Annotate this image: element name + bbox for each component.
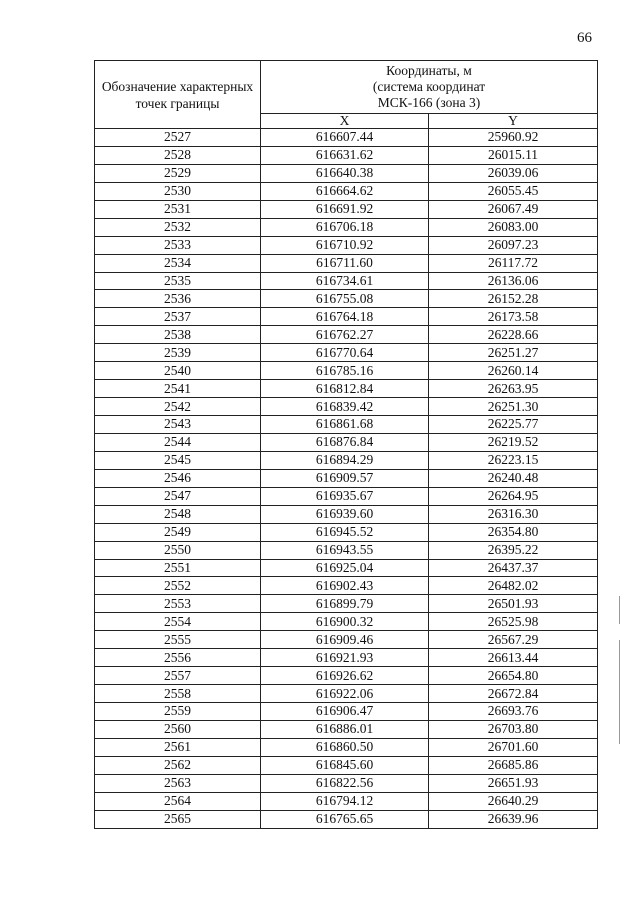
y-coordinate-cell: 26219.52 bbox=[429, 433, 598, 451]
point-id-cell: 2543 bbox=[95, 416, 261, 434]
table-row bbox=[95, 559, 598, 577]
y-coordinate-cell: 26097.23 bbox=[429, 236, 598, 254]
y-coordinate-cell: 26651.93 bbox=[429, 774, 598, 792]
x-coordinate-cell: 616734.61 bbox=[261, 272, 429, 290]
x-coordinate-cell: 616909.57 bbox=[261, 469, 429, 487]
table-row bbox=[95, 254, 598, 272]
table-row bbox=[95, 380, 598, 398]
point-id-cell: 2560 bbox=[95, 720, 261, 738]
table-row bbox=[95, 487, 598, 505]
y-coordinate-cell: 26639.96 bbox=[429, 810, 598, 828]
point-id-cell: 2550 bbox=[95, 541, 261, 559]
y-coordinate-cell: 26228.66 bbox=[429, 326, 598, 344]
y-coordinate-cell: 26263.95 bbox=[429, 380, 598, 398]
point-id-cell: 2555 bbox=[95, 631, 261, 649]
margin-mark bbox=[619, 596, 620, 624]
point-id-cell: 2534 bbox=[95, 254, 261, 272]
table-row bbox=[95, 398, 598, 416]
point-id-cell: 2554 bbox=[95, 613, 261, 631]
x-coordinate-cell: 616706.18 bbox=[261, 218, 429, 236]
designation-header-text: Обозначение характерных точек границы bbox=[101, 78, 254, 111]
y-coordinate-cell: 26225.77 bbox=[429, 416, 598, 434]
x-coordinate-cell: 616640.38 bbox=[261, 164, 429, 182]
table-row bbox=[95, 685, 598, 703]
point-id-cell: 2540 bbox=[95, 362, 261, 380]
x-coordinate-cell: 616764.18 bbox=[261, 308, 429, 326]
x-coordinate-cell: 616925.04 bbox=[261, 559, 429, 577]
point-id-cell: 2538 bbox=[95, 326, 261, 344]
x-coordinate-cell: 616785.16 bbox=[261, 362, 429, 380]
x-coordinate-cell: 616922.06 bbox=[261, 685, 429, 703]
table-row bbox=[95, 451, 598, 469]
table-body bbox=[95, 129, 598, 829]
margin-mark bbox=[619, 640, 620, 744]
point-id-cell: 2529 bbox=[95, 164, 261, 182]
point-id-cell: 2533 bbox=[95, 236, 261, 254]
y-coordinate-cell: 26015.11 bbox=[429, 146, 598, 164]
y-coordinate-cell: 26567.29 bbox=[429, 631, 598, 649]
x-coordinate-cell: 616943.55 bbox=[261, 541, 429, 559]
point-id-cell: 2565 bbox=[95, 810, 261, 828]
point-id-cell: 2537 bbox=[95, 308, 261, 326]
y-coordinate-cell: 26251.30 bbox=[429, 398, 598, 416]
point-id-cell: 2527 bbox=[95, 129, 261, 147]
point-id-cell: 2559 bbox=[95, 703, 261, 721]
table-row bbox=[95, 631, 598, 649]
x-coordinate-cell: 616926.62 bbox=[261, 667, 429, 685]
x-coordinate-cell: 616909.46 bbox=[261, 631, 429, 649]
coordinates-table bbox=[94, 60, 598, 829]
x-coordinate-cell: 616939.60 bbox=[261, 505, 429, 523]
x-coordinate-cell: 616664.62 bbox=[261, 182, 429, 200]
x-coordinate-cell: 616691.92 bbox=[261, 200, 429, 218]
table-row bbox=[95, 774, 598, 792]
x-coordinate-cell: 616710.92 bbox=[261, 236, 429, 254]
y-coordinate-cell: 26251.27 bbox=[429, 344, 598, 362]
y-coordinate-cell: 26152.28 bbox=[429, 290, 598, 308]
table-row bbox=[95, 362, 598, 380]
point-id-cell: 2545 bbox=[95, 451, 261, 469]
y-coordinate-cell: 26613.44 bbox=[429, 649, 598, 667]
table-row bbox=[95, 146, 598, 164]
x-coordinate-cell: 616902.43 bbox=[261, 577, 429, 595]
y-coordinate-cell: 26525.98 bbox=[429, 613, 598, 631]
point-id-cell: 2557 bbox=[95, 667, 261, 685]
table-row bbox=[95, 756, 598, 774]
table-row bbox=[95, 164, 598, 182]
table-row bbox=[95, 703, 598, 721]
y-coordinate-cell: 26055.45 bbox=[429, 182, 598, 200]
y-coordinate-cell: 26501.93 bbox=[429, 595, 598, 613]
coordinates-header-line1: Координаты, м bbox=[386, 63, 472, 78]
table-row bbox=[95, 469, 598, 487]
x-coordinate-cell: 616839.42 bbox=[261, 398, 429, 416]
x-coordinate-cell: 616921.93 bbox=[261, 649, 429, 667]
x-coordinate-cell: 616822.56 bbox=[261, 774, 429, 792]
point-id-cell: 2548 bbox=[95, 505, 261, 523]
x-coordinate-cell: 616770.64 bbox=[261, 344, 429, 362]
point-id-cell: 2551 bbox=[95, 559, 261, 577]
coordinates-header-line2: (система координат bbox=[372, 79, 486, 94]
table-row bbox=[95, 720, 598, 738]
table-header bbox=[95, 61, 598, 129]
table-row bbox=[95, 290, 598, 308]
point-id-cell: 2556 bbox=[95, 649, 261, 667]
table-row bbox=[95, 595, 598, 613]
table-row bbox=[95, 505, 598, 523]
x-coordinate-cell: 616860.50 bbox=[261, 738, 429, 756]
point-id-cell: 2530 bbox=[95, 182, 261, 200]
table-row bbox=[95, 416, 598, 434]
y-coordinate-cell: 26264.95 bbox=[429, 487, 598, 505]
coordinates-header bbox=[261, 61, 598, 114]
x-column-header: X bbox=[261, 114, 429, 129]
point-id-cell: 2563 bbox=[95, 774, 261, 792]
y-coordinate-cell: 26703.80 bbox=[429, 720, 598, 738]
table-row bbox=[95, 523, 598, 541]
y-coordinate-cell: 26039.06 bbox=[429, 164, 598, 182]
x-coordinate-cell: 616631.62 bbox=[261, 146, 429, 164]
x-coordinate-cell: 616894.29 bbox=[261, 451, 429, 469]
page-number: 66 bbox=[577, 30, 592, 46]
y-coordinate-cell: 26693.76 bbox=[429, 703, 598, 721]
point-id-cell: 2552 bbox=[95, 577, 261, 595]
y-coordinate-cell: 26136.06 bbox=[429, 272, 598, 290]
y-coordinate-cell: 26316.30 bbox=[429, 505, 598, 523]
y-coordinate-cell: 26354.80 bbox=[429, 523, 598, 541]
point-id-cell: 2561 bbox=[95, 738, 261, 756]
y-coordinate-cell: 26685.86 bbox=[429, 756, 598, 774]
x-coordinate-cell: 616861.68 bbox=[261, 416, 429, 434]
y-coordinate-cell: 25960.92 bbox=[429, 129, 598, 147]
table-row bbox=[95, 326, 598, 344]
x-coordinate-cell: 616945.52 bbox=[261, 523, 429, 541]
x-coordinate-cell: 616935.67 bbox=[261, 487, 429, 505]
y-coordinate-cell: 26701.60 bbox=[429, 738, 598, 756]
point-id-cell: 2528 bbox=[95, 146, 261, 164]
y-coordinate-cell: 26067.49 bbox=[429, 200, 598, 218]
table-row bbox=[95, 129, 598, 147]
table-row bbox=[95, 236, 598, 254]
table-row bbox=[95, 649, 598, 667]
y-coordinate-cell: 26083.00 bbox=[429, 218, 598, 236]
x-coordinate-cell: 616886.01 bbox=[261, 720, 429, 738]
y-coordinate-cell: 26482.02 bbox=[429, 577, 598, 595]
x-coordinate-cell: 616755.08 bbox=[261, 290, 429, 308]
designation-header bbox=[95, 61, 261, 129]
point-id-cell: 2564 bbox=[95, 792, 261, 810]
point-id-cell: 2535 bbox=[95, 272, 261, 290]
point-id-cell: 2549 bbox=[95, 523, 261, 541]
coordinates-header-line3: МСК-166 (зона 3) bbox=[377, 95, 481, 110]
point-id-cell: 2544 bbox=[95, 433, 261, 451]
y-coordinate-cell: 26395.22 bbox=[429, 541, 598, 559]
x-coordinate-cell: 616845.60 bbox=[261, 756, 429, 774]
y-coordinate-cell: 26223.15 bbox=[429, 451, 598, 469]
x-coordinate-cell: 616794.12 bbox=[261, 792, 429, 810]
table-row bbox=[95, 218, 598, 236]
point-id-cell: 2542 bbox=[95, 398, 261, 416]
point-id-cell: 2558 bbox=[95, 685, 261, 703]
point-id-cell: 2546 bbox=[95, 469, 261, 487]
x-coordinate-cell: 616765.65 bbox=[261, 810, 429, 828]
y-coordinate-cell: 26260.14 bbox=[429, 362, 598, 380]
table-row bbox=[95, 433, 598, 451]
y-coordinate-cell: 26173.58 bbox=[429, 308, 598, 326]
x-coordinate-cell: 616607.44 bbox=[261, 129, 429, 147]
point-id-cell: 2541 bbox=[95, 380, 261, 398]
x-coordinate-cell: 616812.84 bbox=[261, 380, 429, 398]
point-id-cell: 2553 bbox=[95, 595, 261, 613]
table-row bbox=[95, 308, 598, 326]
table-row bbox=[95, 272, 598, 290]
x-coordinate-cell: 616876.84 bbox=[261, 433, 429, 451]
point-id-cell: 2562 bbox=[95, 756, 261, 774]
x-coordinate-cell: 616711.60 bbox=[261, 254, 429, 272]
x-coordinate-cell: 616900.32 bbox=[261, 613, 429, 631]
table-row bbox=[95, 810, 598, 828]
point-id-cell: 2536 bbox=[95, 290, 261, 308]
y-coordinate-cell: 26640.29 bbox=[429, 792, 598, 810]
table-row bbox=[95, 200, 598, 218]
y-coordinate-cell: 26654.80 bbox=[429, 667, 598, 685]
point-id-cell: 2531 bbox=[95, 200, 261, 218]
x-coordinate-cell: 616906.47 bbox=[261, 703, 429, 721]
y-coordinate-cell: 26437.37 bbox=[429, 559, 598, 577]
table-row bbox=[95, 344, 598, 362]
table-row bbox=[95, 613, 598, 631]
y-column-header: Y bbox=[429, 114, 598, 129]
table-row bbox=[95, 182, 598, 200]
y-coordinate-cell: 26672.84 bbox=[429, 685, 598, 703]
point-id-cell: 2539 bbox=[95, 344, 261, 362]
table-row bbox=[95, 738, 598, 756]
point-id-cell: 2547 bbox=[95, 487, 261, 505]
x-coordinate-cell: 616762.27 bbox=[261, 326, 429, 344]
y-coordinate-cell: 26117.72 bbox=[429, 254, 598, 272]
table-row bbox=[95, 667, 598, 685]
point-id-cell: 2532 bbox=[95, 218, 261, 236]
table-row bbox=[95, 577, 598, 595]
table-row bbox=[95, 541, 598, 559]
y-coordinate-cell: 26240.48 bbox=[429, 469, 598, 487]
x-coordinate-cell: 616899.79 bbox=[261, 595, 429, 613]
table-row bbox=[95, 792, 598, 810]
